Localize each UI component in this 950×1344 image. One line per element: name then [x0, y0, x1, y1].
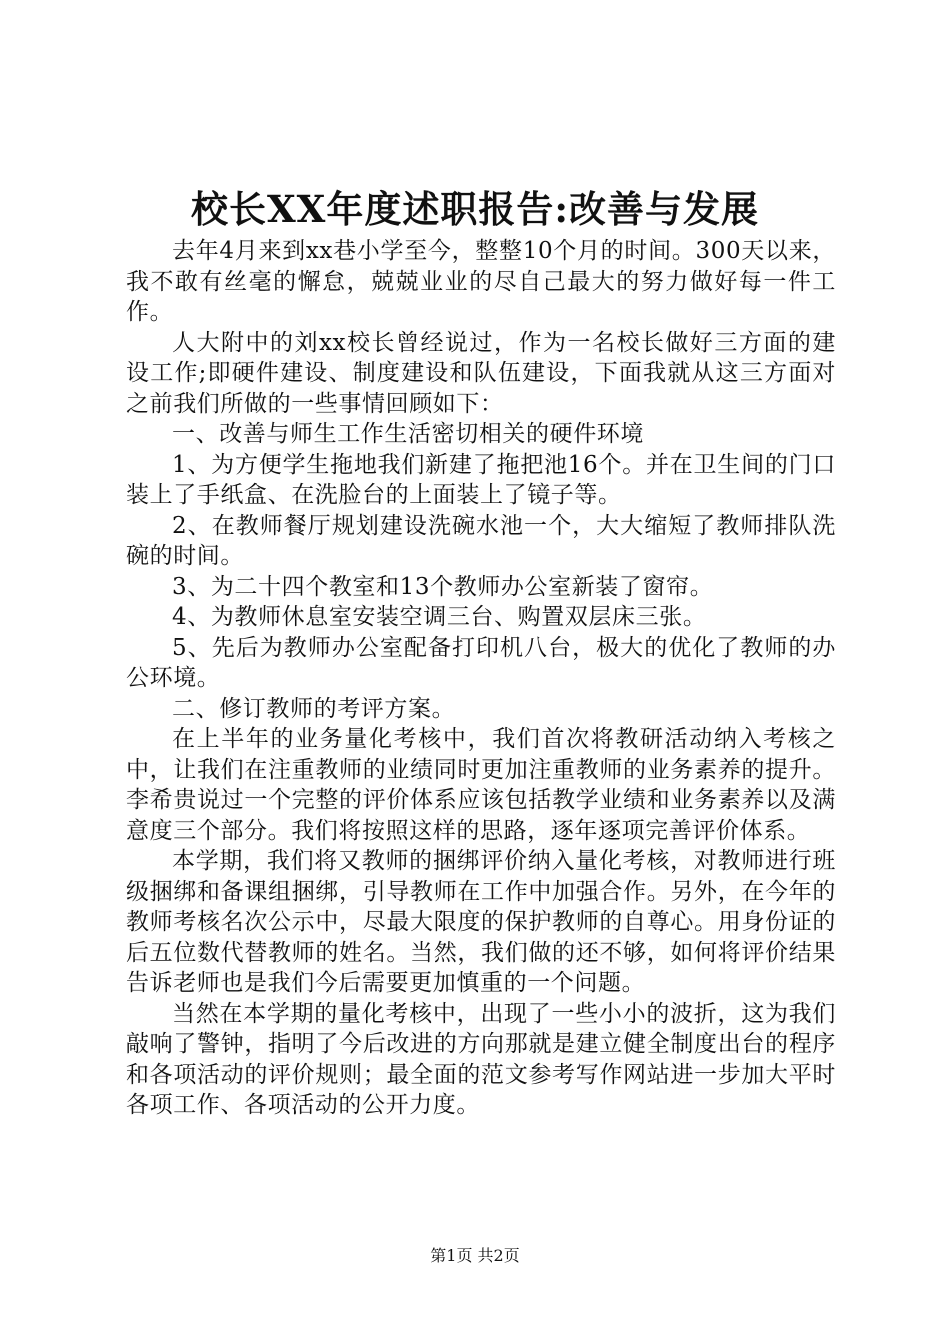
list-item: 5、先后为教师办公室配备打印机八台，极大的优化了教师的办公环境。	[126, 634, 836, 691]
list-item: 1、为方便学生拖地我们新建了拖把池16个。并在卫生间的门口装上了手纸盒、在洗脸台的上面装上了镜子等。	[126, 451, 836, 508]
list-item: 3、为二十四个教室和13个教师办公室新装了窗帘。	[172, 573, 714, 600]
list-item: 4、为教师休息室安装空调三台、购置双层床三张。	[172, 604, 707, 630]
paragraph: 当然在本学期的量化考核中，出现了一些小小的波折，这为我们敲响了警钟，指明了今后改进的方向那就是建立健全制度出台的程序和各项活动的评价规则；最全面的范文参考写作网站进一步加大平时各项工作、各项活动的公开力度。	[126, 1000, 836, 1118]
page-number: 第1页 共2页	[430, 1246, 520, 1265]
paragraph: 人大附中的刘xx校长曾经说过，作为一名校长做好三方面的建设工作;即硬件建设、制度建设和队伍建设，下面我就从这三方面对之前我们所做的一些事情回顾如下：	[126, 329, 836, 417]
paragraph: 本学期，我们将又教师的捆绑评价纳入量化考核，对教师进行班级捆绑和备课组捆绑，引导教师在工作中加强合作。另外，在今年的教师考核名次公示中，尽最大限度的保护教师的自尊心。用身份证的后五位数代替教师的姓名。当然，我们做的还不够，如何将评价结果告诉老师也是我们今后需要更加慎重的一个问题。	[126, 848, 836, 996]
document-body	[126, 236, 836, 1121]
paragraph: 去年4月来到xx巷小学至今，整整10个月的时间。300天以来，我不敢有丝毫的懈怠，兢兢业业的尽自己最大的努力做好每一件工作。	[126, 238, 836, 325]
list-item: 2、在教师餐厅规划建设洗碗水池一个，大大缩短了教师排队洗碗的时间。	[126, 512, 836, 569]
document-title: 校长XX年度述职报告:改善与发展	[190, 187, 760, 231]
section-heading: 二、修订教师的考评方案。	[172, 695, 456, 722]
section-heading: 一、改善与师生工作生活密切相关的硬件环境	[172, 421, 644, 447]
paragraph: 在上半年的业务量化考核中，我们首次将教研活动纳入考核之中，让我们在注重教师的业绩同时更加注重教师的业务素养的提升。李希贵说过一个完整的评价体系应该包括教学业绩和业务素养以及满意度三个部分。我们将按照这样的思路，逐年逐项完善评价体系。	[126, 726, 836, 844]
